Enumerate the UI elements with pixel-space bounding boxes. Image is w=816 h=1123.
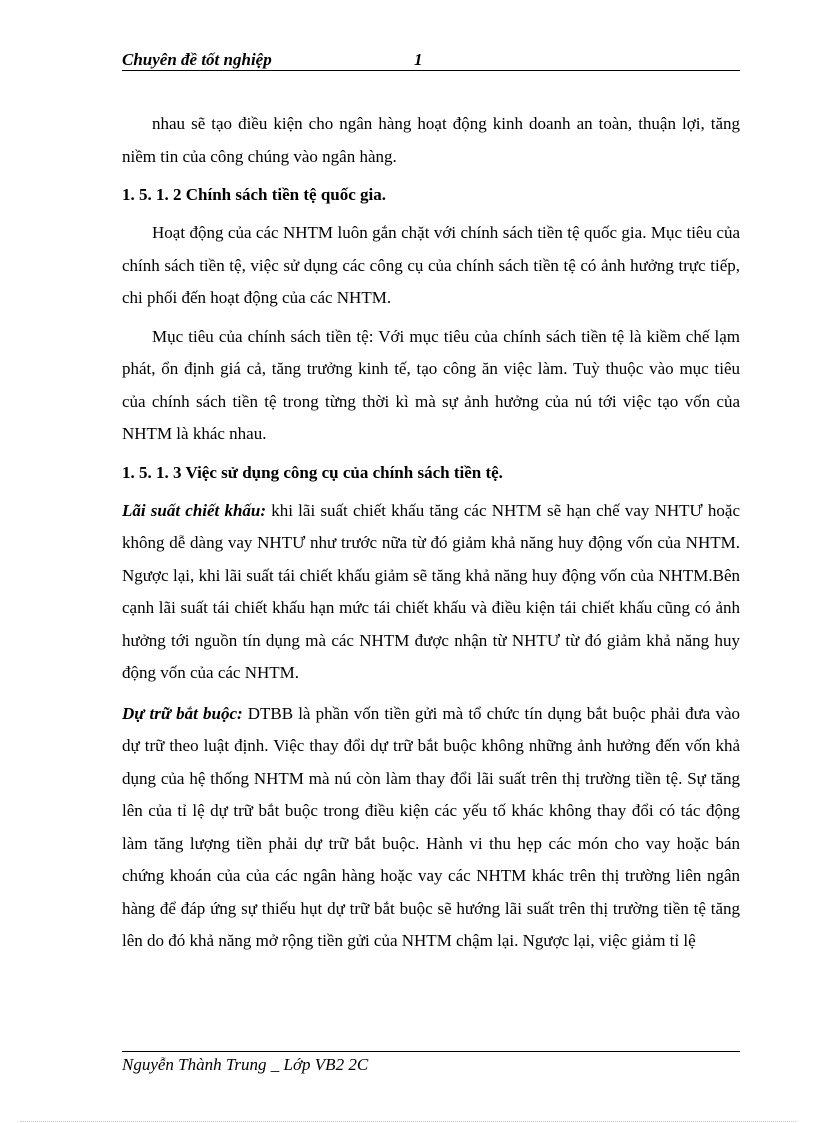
section-heading-1-5-1-3: 1. 5. 1. 3 Việc sử dụng công cụ của chính sách tiền tệ. bbox=[122, 462, 503, 482]
section-heading-1-5-1-2: 1. 5. 1. 2 Chính sách tiền tệ quốc gia. bbox=[122, 185, 386, 204]
page-footer: Nguyễn Thành Trung _ Lớp VB2 2C bbox=[122, 1055, 369, 1074]
page-number: 1 bbox=[414, 50, 423, 69]
paragraph-policy-goals: Mục tiêu của chính sách tiền tệ: Với mục tiêu của chính sách tiền tệ là kiềm chế lạm phát, ổn định giá cả, tăng trưởng kinh tế, tạo công ăn việc làm. Tuỳ thuộc vào mục tiêu của chính sách tiền tệ trong từng thời kì mà sự ảnh hưởng của nú tới việc tạo vốn của NHTM là khác nhau. bbox=[122, 326, 740, 443]
paragraph-reserve-requirement bbox=[122, 698, 740, 958]
document-body bbox=[122, 108, 740, 958]
paragraph-monetary-policy: Hoạt động của các NHTM luôn gắn chặt với chính sách tiền tệ quốc gia. Mục tiêu của chính sách tiền tệ, việc sử dụng các công cụ của chính sách tiền tệ có ảnh hưởng trực tiếp, chi phối đến hoạt động của các NHTM. bbox=[122, 223, 740, 307]
paragraph-discount-rate bbox=[122, 495, 740, 690]
term-reserve-requirement: Dự trữ bắt buộc: bbox=[122, 703, 243, 723]
paragraph-reserve-requirement-text: DTBB là phần vốn tiền gửi mà tổ chức tín dụng bắt buộc phải đưa vào dự trữ theo luật định. Việc thay đổi dự trữ bắt buộc không những ảnh hưởng đến vốn khả dụng của hệ thống NHTM mà nú còn làm thay đổi lãi suất trên thị trường tiền tệ. Sự tăng lên của tỉ lệ dự trữ bắt buộc trong điều kiện các yếu tố khác không thay đổi có tác động làm tăng lượng tiền phải dự trữ bắt buộc. Hành vi thu hẹp các món cho vay hoặc bán chứng khoán của của các ngân hàng hoặc vay các NHTM khác trên thị trường liên ngân hàng để đáp ứng sự thiếu hụt dự trữ bắt buộc sẽ hướng lãi suất trên thị trường tiền tệ tăng lên do đó khả năng mở rộng tiền gửi của NHTM chậm lại. Ngược lại, việc giảm tỉ lệ bbox=[122, 703, 740, 950]
term-discount-rate: Lãi suất chiết khấu: bbox=[122, 500, 267, 520]
page-bottom-edge bbox=[20, 1121, 796, 1122]
header-title: Chuyên đề tốt nghiệp bbox=[122, 50, 272, 69]
page-header bbox=[122, 48, 740, 71]
paragraph-continuation: nhau sẽ tạo điều kiện cho ngân hàng hoạt động kinh doanh an toàn, thuận lợi, tăng niềm tin của công chúng vào ngân hàng. bbox=[122, 114, 740, 166]
footer-divider bbox=[122, 1051, 740, 1052]
paragraph-discount-rate-text: khi lãi suất chiết khấu tăng các NHTM sẽ hạn chế vay NHTƯ hoặc không dễ dàng vay NHTƯ như trước nữa từ đó giảm khả năng huy động vốn của NHTM. Ngược lại, khi lãi suất tái chiết khấu giảm sẽ tăng khả năng huy động vốn của NHTM.Bên cạnh lãi suất tái chiết khấu hạn mức tái chiết khấu và điều kiện tái chiết khấu cũng có ảnh hưởng tới nguồn tín dụng mà các NHTM được nhận từ NHTƯ từ đó giảm khả năng huy động vốn của các NHTM. bbox=[122, 500, 741, 682]
